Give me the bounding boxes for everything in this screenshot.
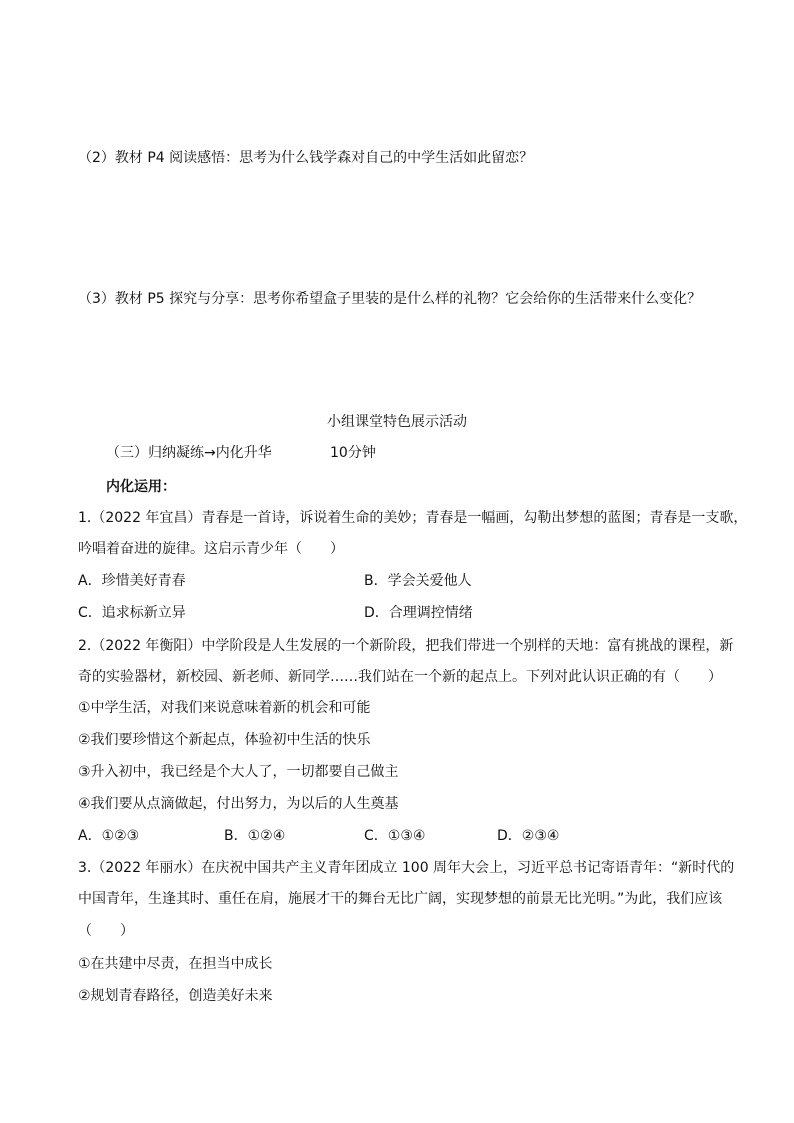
exercise-3-line-1: 3.（2022 年丽水）在庆祝中国共产主义青年团成立 100 周年大会上，习近平总书记寄语青年：“新时代的 bbox=[78, 860, 735, 876]
question-2-prompt: （2）教材 P4 阅读感悟：思考为什么钱学森对自己的中学生活如此留恋？ bbox=[78, 150, 534, 166]
exercise-3-line-2: 中国青年，生逢其时、重任在肩，施展才干的舞台无比广阔，实现梦想的前景无比光明。”为此，我们应该 bbox=[78, 891, 723, 907]
exercise-1-option-c: C．追求标新立异 bbox=[78, 605, 186, 621]
activity-title: 小组课堂特色展示活动 bbox=[327, 414, 467, 430]
exercise-1-option-d: D．合理调控情绪 bbox=[364, 605, 473, 621]
exercise-3-line-3: （ ） bbox=[78, 923, 134, 939]
exercise-1-option-a: A．珍惜美好青春 bbox=[78, 573, 186, 589]
exercise-2-statement-2: ②我们要珍惜这个新起点，体验初中生活的快乐 bbox=[78, 732, 371, 748]
exercise-2-option-d: D．②③④ bbox=[497, 828, 560, 844]
exercise-3-statement-1: ①在共建中尽责，在担当中成长 bbox=[78, 956, 273, 972]
section-heading: （三）归纳凝练→内化升华 bbox=[106, 445, 272, 461]
exercise-2-option-b: B．①②④ bbox=[224, 828, 286, 844]
exercise-1-line-1: 1.（2022 年宜昌）青春是一首诗，诉说着生命的美妙；青春是一幅画，勾勒出梦想的蓝图；青春是一支歌， bbox=[78, 510, 748, 526]
exercise-2-option-a: A．①②③ bbox=[78, 828, 140, 844]
exercise-2-statement-4: ④我们要从点滴做起，付出努力，为以后的人生奠基 bbox=[78, 796, 399, 812]
exercise-2-statement-3: ③升入初中，我已经是个大人了，一切都要自己做主 bbox=[78, 764, 399, 780]
section-subheading: 内化运用： bbox=[106, 479, 176, 495]
exercise-1-line-2: 吟唱着奋进的旋律。这启示青少年（ ） bbox=[78, 541, 344, 557]
exercise-2-line-1: 2.（2022 年衡阳）中学阶段是人生发展的一个新阶段，把我们带进一个别样的天地：富有挑战的课程，新 bbox=[78, 638, 734, 654]
exercise-2-line-2: 奇的实验器材，新校园、新老师、新同学……我们站在一个新的起点上。下列对此认识正确的有（ ） bbox=[78, 669, 722, 685]
exercise-3-statement-2: ②规划青春路径，创造美好未来 bbox=[78, 988, 273, 1004]
exercise-2-option-c: C．①③④ bbox=[364, 828, 426, 844]
exercise-1-option-b: B．学会关爱他人 bbox=[364, 573, 472, 589]
question-3-prompt: （3）教材 P5 探究与分享：思考你希望盒子里装的是什么样的礼物？它会给你的生活带来什么变化？ bbox=[78, 291, 702, 307]
exercise-2-statement-1: ①中学生活，对我们来说意味着新的机会和可能 bbox=[78, 700, 371, 716]
section-duration: 10分钟 bbox=[330, 445, 376, 461]
